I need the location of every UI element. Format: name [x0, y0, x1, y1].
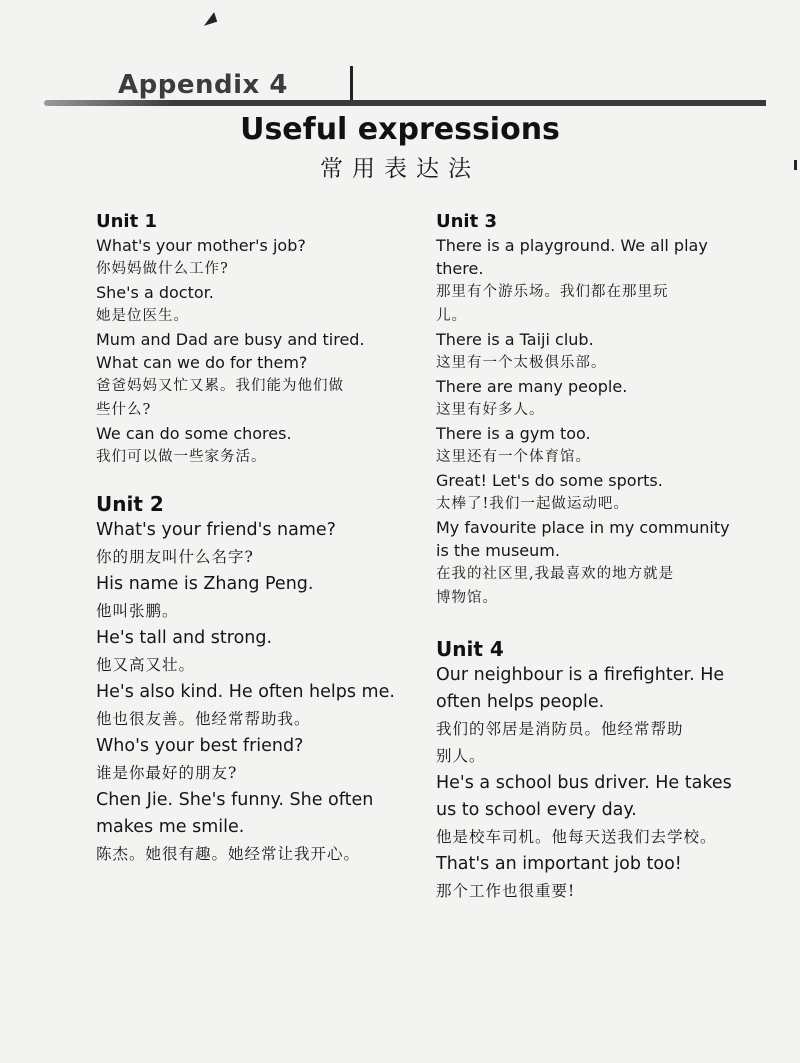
expression-en: There is a Taiji club.: [436, 330, 594, 349]
expression-zh: 那个工作也很重要!: [436, 882, 576, 900]
expression-en: She's a doctor.: [96, 283, 214, 302]
unit-title: Unit 1: [96, 211, 157, 232]
expression-en: Our neighbour is a firefighter. He: [436, 665, 725, 685]
left-column: [96, 210, 416, 884]
header-separator: [350, 66, 353, 100]
expression-zh: 他是校车司机。他每天送我们去学校。: [436, 828, 717, 846]
expression-zh: 别人。: [436, 747, 486, 765]
expression-zh: 些什么?: [96, 402, 152, 418]
page-title: Useful expressions: [240, 112, 560, 147]
expression-zh: 这里还有一个体育馆。: [436, 449, 591, 465]
expression-en: Who's your best friend?: [96, 736, 304, 756]
expression-zh: 在我的社区里,我最喜欢的地方就是: [436, 566, 675, 582]
expression-zh: 我们的邻居是消防员。他经常帮助: [436, 720, 684, 738]
unit-1: [96, 210, 416, 469]
appendix-label: Appendix 4: [118, 70, 288, 100]
page-subtitle: 常用表达法: [320, 156, 480, 182]
header-rule: [44, 100, 766, 106]
expression-zh: 太棒了!我们一起做运动吧。: [436, 496, 629, 512]
right-column: [436, 210, 776, 921]
expression-zh: 爸爸妈妈又忙又累。我们能为他们做: [96, 378, 344, 394]
expression-en: There is a gym too.: [436, 424, 591, 443]
expression-zh: 他又高又壮。: [96, 656, 196, 674]
expression-en: He's a school bus driver. He takes: [436, 773, 732, 793]
expression-en: There are many people.: [436, 377, 628, 396]
expression-en: My favourite place in my community: [436, 518, 730, 537]
expression-zh: 他也很友善。他经常帮助我。: [96, 710, 311, 728]
unit-3: [436, 210, 776, 610]
expression-en: there.: [436, 259, 484, 278]
expression-en: makes me smile.: [96, 817, 245, 837]
expression-en: is the museum.: [436, 541, 560, 560]
expression-en: What's your mother's job?: [96, 236, 306, 255]
expression-en: us to school every day.: [436, 800, 637, 820]
expression-en: He's also kind. He often helps me.: [96, 682, 395, 702]
expression-en: often helps people.: [436, 692, 605, 712]
expression-zh: 这里有一个太极俱乐部。: [436, 355, 607, 371]
expression-en: What can we do for them?: [96, 353, 308, 372]
expression-zh: 儿。: [436, 308, 467, 324]
expression-en: There is a playground. We all play: [436, 236, 708, 255]
expression-en: Chen Jie. She's funny. She often: [96, 790, 374, 810]
unit-title: Unit 3: [436, 211, 497, 232]
expression-en: What's your friend's name?: [96, 520, 336, 540]
corner-mark: [201, 12, 217, 26]
expression-zh: 博物馆。: [436, 590, 498, 606]
unit-2: [96, 491, 416, 868]
unit-4: [436, 636, 776, 905]
expression-en: His name is Zhang Peng.: [96, 574, 314, 594]
expression-zh: 那里有个游乐场。我们都在那里玩: [436, 284, 669, 300]
unit-title: Unit 2: [96, 492, 164, 516]
expression-zh: 这里有好多人。: [436, 402, 545, 418]
expression-zh: 我们可以做一些家务活。: [96, 449, 267, 465]
expression-zh: 陈杰。她很有趣。她经常让我开心。: [96, 845, 361, 863]
expression-zh: 你妈妈做什么工作?: [96, 261, 229, 277]
expression-zh: 你的朋友叫什么名字?: [96, 548, 254, 566]
unit-title: Unit 4: [436, 637, 504, 661]
expression-zh: 谁是你最好的朋友?: [96, 764, 238, 782]
expression-zh: 她是位医生。: [96, 308, 189, 324]
expression-en: We can do some chores.: [96, 424, 292, 443]
expression-zh: 他叫张鹏。: [96, 602, 179, 620]
expression-en: Great! Let's do some sports.: [436, 471, 663, 490]
expression-en: He's tall and strong.: [96, 628, 273, 648]
expression-en: Mum and Dad are busy and tired.: [96, 330, 365, 349]
expression-en: That's an important job too!: [436, 854, 682, 874]
